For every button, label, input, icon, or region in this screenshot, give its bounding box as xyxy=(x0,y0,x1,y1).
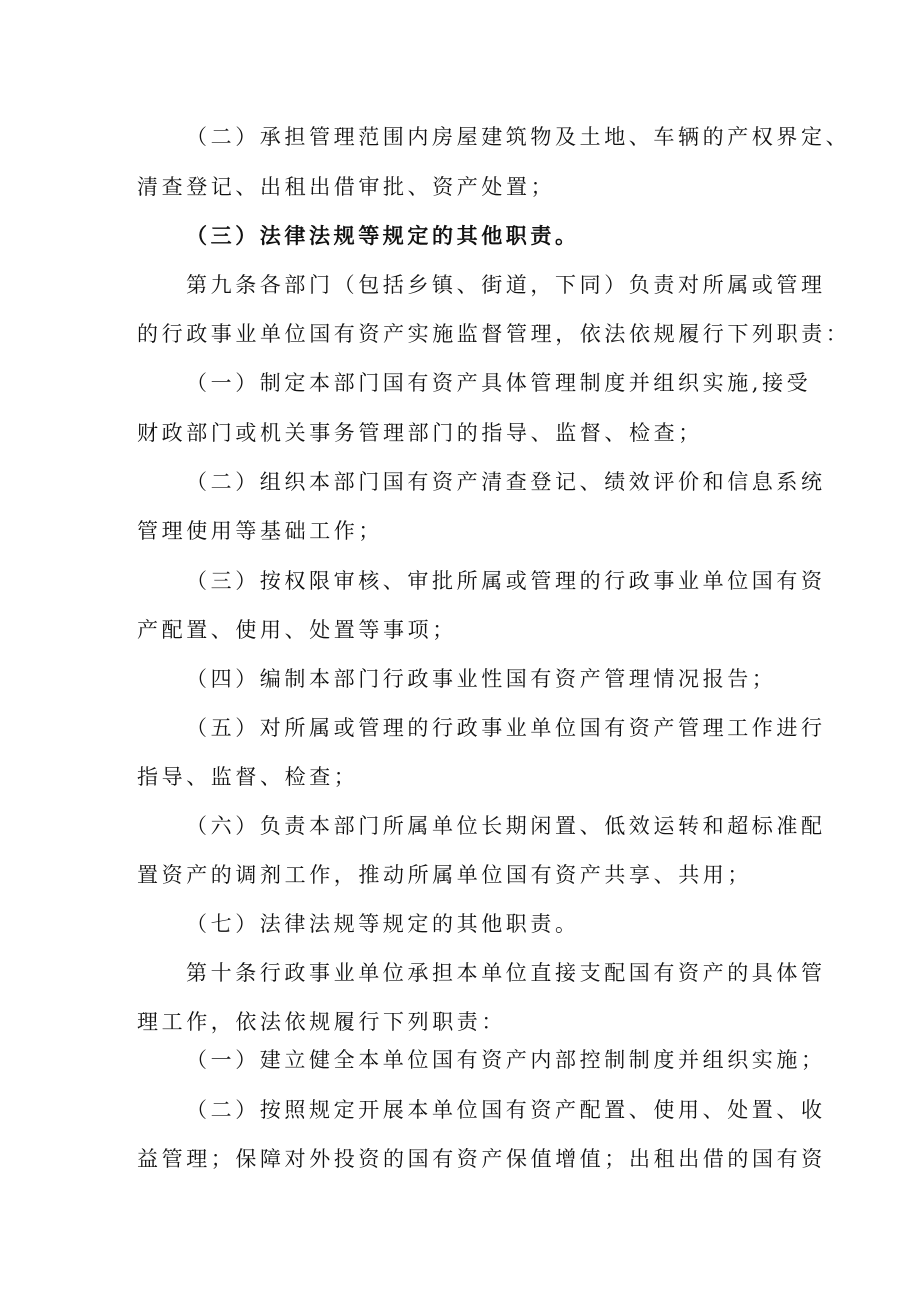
paragraph-line: 清查登记、出租出借审批、资产处置； xyxy=(137,175,556,199)
paragraph-line: 的行政事业单位国有资产实施监督管理，依法依规履行下列职责： xyxy=(137,322,851,346)
paragraph-line: 置资产的调剂工作，推动所属单位国有资产共享、共用； xyxy=(137,863,752,887)
paragraph-line: 理工作，依法依规履行下列职责： xyxy=(137,1010,506,1034)
paragraph-line: （七）法律法规等规定的其他职责。 xyxy=(186,912,580,936)
paragraph-line: （五）对所属或管理的行政事业单位国有资产管理工作进行 xyxy=(186,716,826,740)
paragraph-line: （三）按权限审核、审批所属或管理的行政事业单位国有资 xyxy=(186,569,826,593)
paragraph-line: 财政部门或机关事务管理部门的指导、监督、检查； xyxy=(137,421,703,445)
paragraph-line: 管理使用等基础工作； xyxy=(137,519,383,543)
article-heading-line: 第十条行政事业单位承担本单位直接支配国有资产的具体管 xyxy=(186,961,826,985)
paragraph-line: （二）承担管理范围内房屋建筑物及土地、车辆的产权界定、 xyxy=(186,125,851,149)
paragraph-line: 指导、监督、检查； xyxy=(137,765,359,789)
article-heading-line: 第九条各部门（包括乡镇、街道，下同）负责对所属或管理 xyxy=(186,273,826,297)
paragraph-line: （六）负责本部门所属单位长期闲置、低效运转和超标准配 xyxy=(186,814,826,838)
paragraph-line: （二）按照规定开展本单位国有资产配置、使用、处置、收 xyxy=(186,1098,826,1122)
paragraph-line: （四）编制本部门行政事业性国有资产管理情况报告； xyxy=(186,667,777,691)
paragraph-line: （三）法律法规等规定的其他职责。 xyxy=(186,223,580,248)
paragraph-line: （二）组织本部门国有资产清查登记、绩效评价和信息系统 xyxy=(186,470,826,494)
paragraph-line: （一）建立健全本单位国有资产内部控制制度并组织实施； xyxy=(186,1048,826,1072)
paragraph-line: 产配置、使用、处置等事项； xyxy=(137,618,457,642)
paragraph-line: （一）制定本部门国有资产具体管理制度并组织实施,接受 xyxy=(186,371,812,395)
paragraph-line: 益管理；保障对外投资的国有资产保值增值；出租出借的国有资 xyxy=(137,1147,826,1171)
